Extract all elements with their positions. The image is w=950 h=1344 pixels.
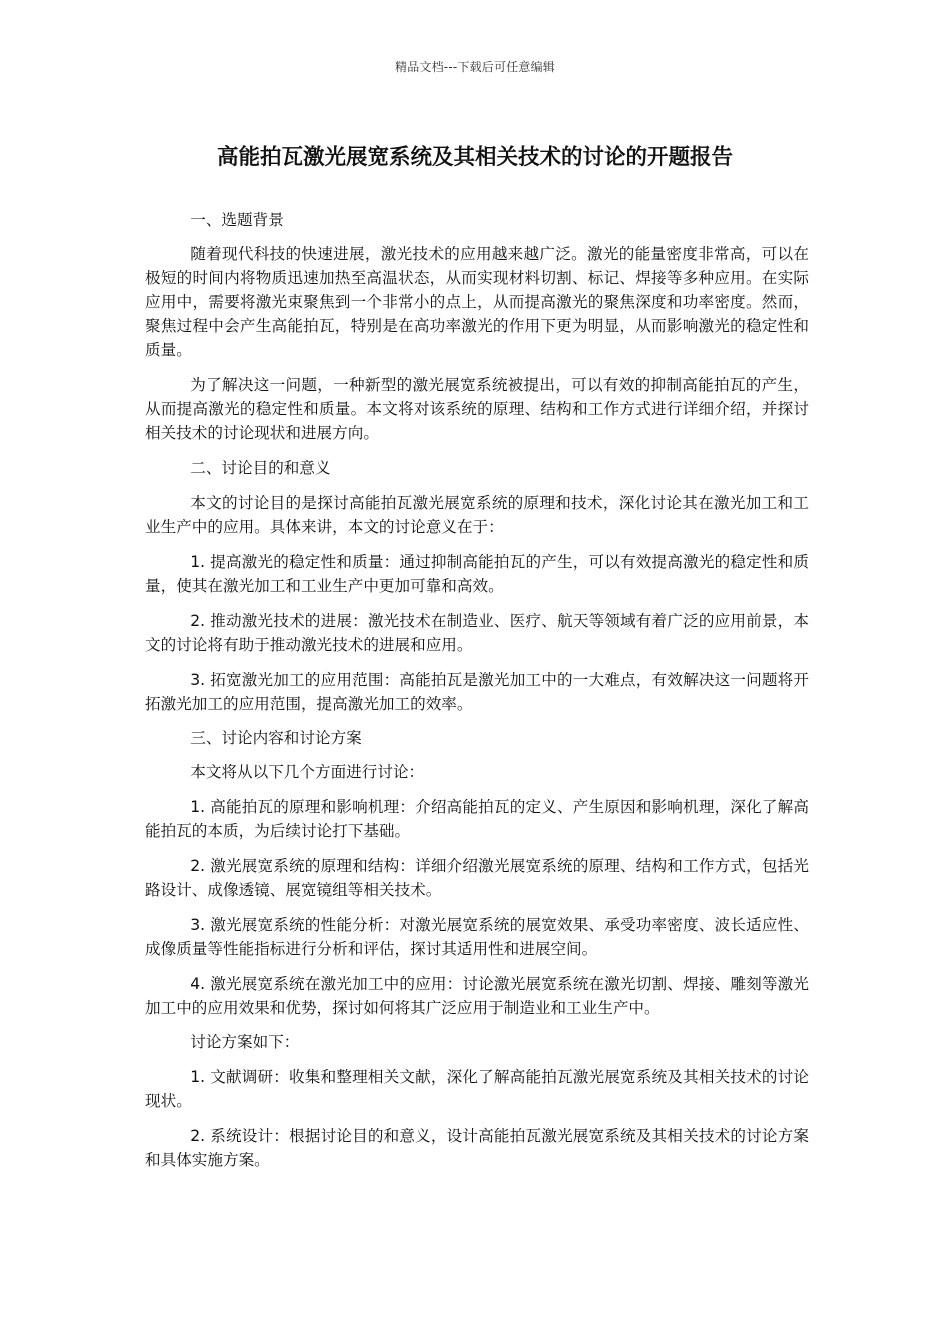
paragraph-plan-intro: 讨论方案如下： [190,1033,300,1051]
list-item-content-1: 1. 高能拍瓦的原理和影响机理：介绍高能拍瓦的定义、产生原因和影响机理，深化了解高能拍瓦的本质，为后续讨论打下基础。 [145,798,809,840]
paragraph-purpose-intro: 本文的讨论目的是探讨高能拍瓦激光展宽系统的原理和技术，深化讨论其在激光加工和工业生产中的应用。具体来讲，本文的讨论意义在于： [145,494,809,536]
paragraph-background-2: 为了解决这一问题，一种新型的激光展宽系统被提出，可以有效的抑制高能拍瓦的产生，从而提高激光的稳定性和质量。本文将对该系统的原理、结构和工作方式进行详细介绍，并探讨相关技术的讨论现状和进展方向。 [145,376,809,442]
paragraph-background-1: 随着现代科技的快速进展，激光技术的应用越来越广泛。激光的能量密度非常高，可以在极短的时间内将物质迅速加热至高温状态，从而实现材料切割、标记、焊接等多种应用。在实际应用中，需要将激光束聚焦到一个非常小的点上，从而提高激光的聚焦深度和功率密度。然而，聚焦过程中会产生高能拍瓦，特别是在高功率激光的作用下更为明显，从而影响激光的稳定性和质量。 [145,245,809,359]
paragraph-content-intro: 本文将从以下几个方面进行讨论： [190,763,425,781]
list-item-purpose-1: 1. 提高激光的稳定性和质量：通过抑制高能拍瓦的产生，可以有效提高激光的稳定性和质量，使其在激光加工和工业生产中更加可靠和高效。 [145,553,809,595]
section-heading-background: 一、选题背景 [190,211,284,229]
list-item-content-3: 3. 激光展宽系统的性能分析：对激光展宽系统的展宽效果、承受功率密度、波长适应性、成像质量等性能指标进行分析和评估，探讨其适用性和进展空间。 [145,916,809,958]
document-title: 高能拍瓦激光展宽系统及其相关技术的讨论的开题报告 [216,145,733,170]
list-item-purpose-3: 3. 拓宽激光加工的应用范围：高能拍瓦是激光加工中的一大难点，有效解决这一问题将开拓激光加工的应用范围，提高激光加工的效率。 [145,671,809,713]
section-heading-purpose: 二、讨论目的和意义 [190,459,331,477]
list-item-plan-1: 1. 文献调研：收集和整理相关文献，深化了解高能拍瓦激光展宽系统及其相关技术的讨论现状。 [145,1068,809,1110]
list-item-content-4: 4. 激光展宽系统在激光加工中的应用：讨论激光展宽系统在激光切割、焊接、雕刻等激光加工中的应用效果和优势，探讨如何将其广泛应用于制造业和工业生产中。 [145,975,809,1017]
header-note: 精品文档---下载后可任意编辑 [395,60,555,74]
document-body [145,208,809,1172]
section-heading-content: 三、讨论内容和讨论方案 [190,729,362,747]
list-item-purpose-2: 2. 推动激光技术的进展：激光技术在制造业、医疗、航天等领域有着广泛的应用前景，本文的讨论将有助于推动激光技术的进展和应用。 [145,612,809,654]
list-item-plan-2: 2. 系统设计：根据讨论目的和意义，设计高能拍瓦激光展宽系统及其相关技术的讨论方案和具体实施方案。 [145,1127,809,1169]
list-item-content-2: 2. 激光展宽系统的原理和结构：详细介绍激光展宽系统的原理、结构和工作方式，包括光路设计、成像透镜、展宽镜组等相关技术。 [145,857,809,899]
